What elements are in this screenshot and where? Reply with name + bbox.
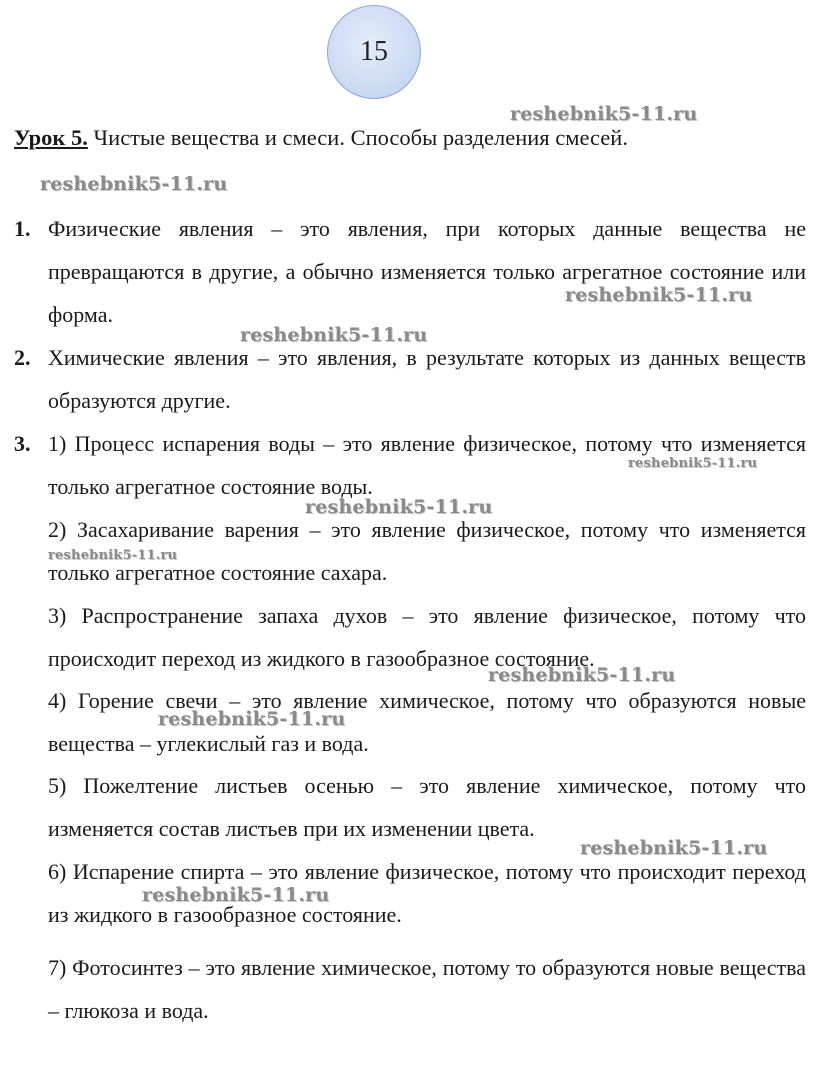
item-number: 1. (14, 216, 31, 241)
watermark: reshebnik5-11.ru (488, 664, 676, 686)
item-number: 3. (14, 431, 31, 456)
lesson-heading (14, 124, 814, 152)
lesson-title: Чистые вещества и смеси. Способы разделения смесей. (87, 125, 628, 150)
list-item-2 (14, 336, 806, 422)
watermark: reshebnik5-11.ru (142, 884, 330, 906)
watermark: reshebnik5-11.ru (48, 548, 178, 563)
watermark: reshebnik5-11.ru (240, 324, 428, 346)
watermark: reshebnik5-11.ru (305, 496, 493, 518)
watermark: reshebnik5-11.ru (565, 284, 753, 306)
watermark: reshebnik5-11.ru (40, 173, 228, 195)
list-item-1 (14, 207, 806, 336)
item-text: Химические явления – это явления, в результате которых из данных веществ образуются другие. (48, 345, 806, 413)
watermark: reshebnik5-11.ru (628, 456, 758, 471)
watermark: reshebnik5-11.ru (158, 708, 346, 730)
subitem-3: 3) Распространение запаха духов – это явление физическое, потому что происходит переход из жидкого в газообразное состояние. (48, 603, 806, 671)
subitem-4: 4) Горение свечи – это явление химическое, потому что образуются новые вещества – углекислый газ и вода. (48, 688, 806, 756)
item-text: Физические явления – это явления, при которых данные вещества не превращаются в другие, а обычно изменяется только агрегатное состояние или форма. (48, 216, 806, 327)
watermark: reshebnik5-11.ru (580, 837, 768, 859)
lesson-label: Урок 5. (14, 125, 88, 150)
watermark: reshebnik5-11.ru (510, 103, 698, 125)
item-text: 1) Процесс испарения воды – это явление физическое, потому что изменяется только агрегатное состояние воды. (48, 431, 806, 499)
item-number: 2. (14, 345, 31, 370)
subitem-2: 2) Засахаривание варения – это явление физическое, потому что изменяется только агрегатное состояние сахара. (48, 517, 806, 585)
subitem-7: 7) Фотосинтез – это явление химическое, потому то образуются новые вещества – глюкоза и вода. (48, 955, 806, 1023)
subitem-6: 6) Испарение спирта – это явление физическое, потому что происходит переход из жидкого в газообразное состояние. (48, 859, 806, 927)
page-number-badge: 15 (327, 5, 421, 99)
subitem-5: 5) Пожелтение листьев осенью – это явление химическое, потому что изменяется состав листьев при их изменении цвета. (48, 773, 806, 841)
